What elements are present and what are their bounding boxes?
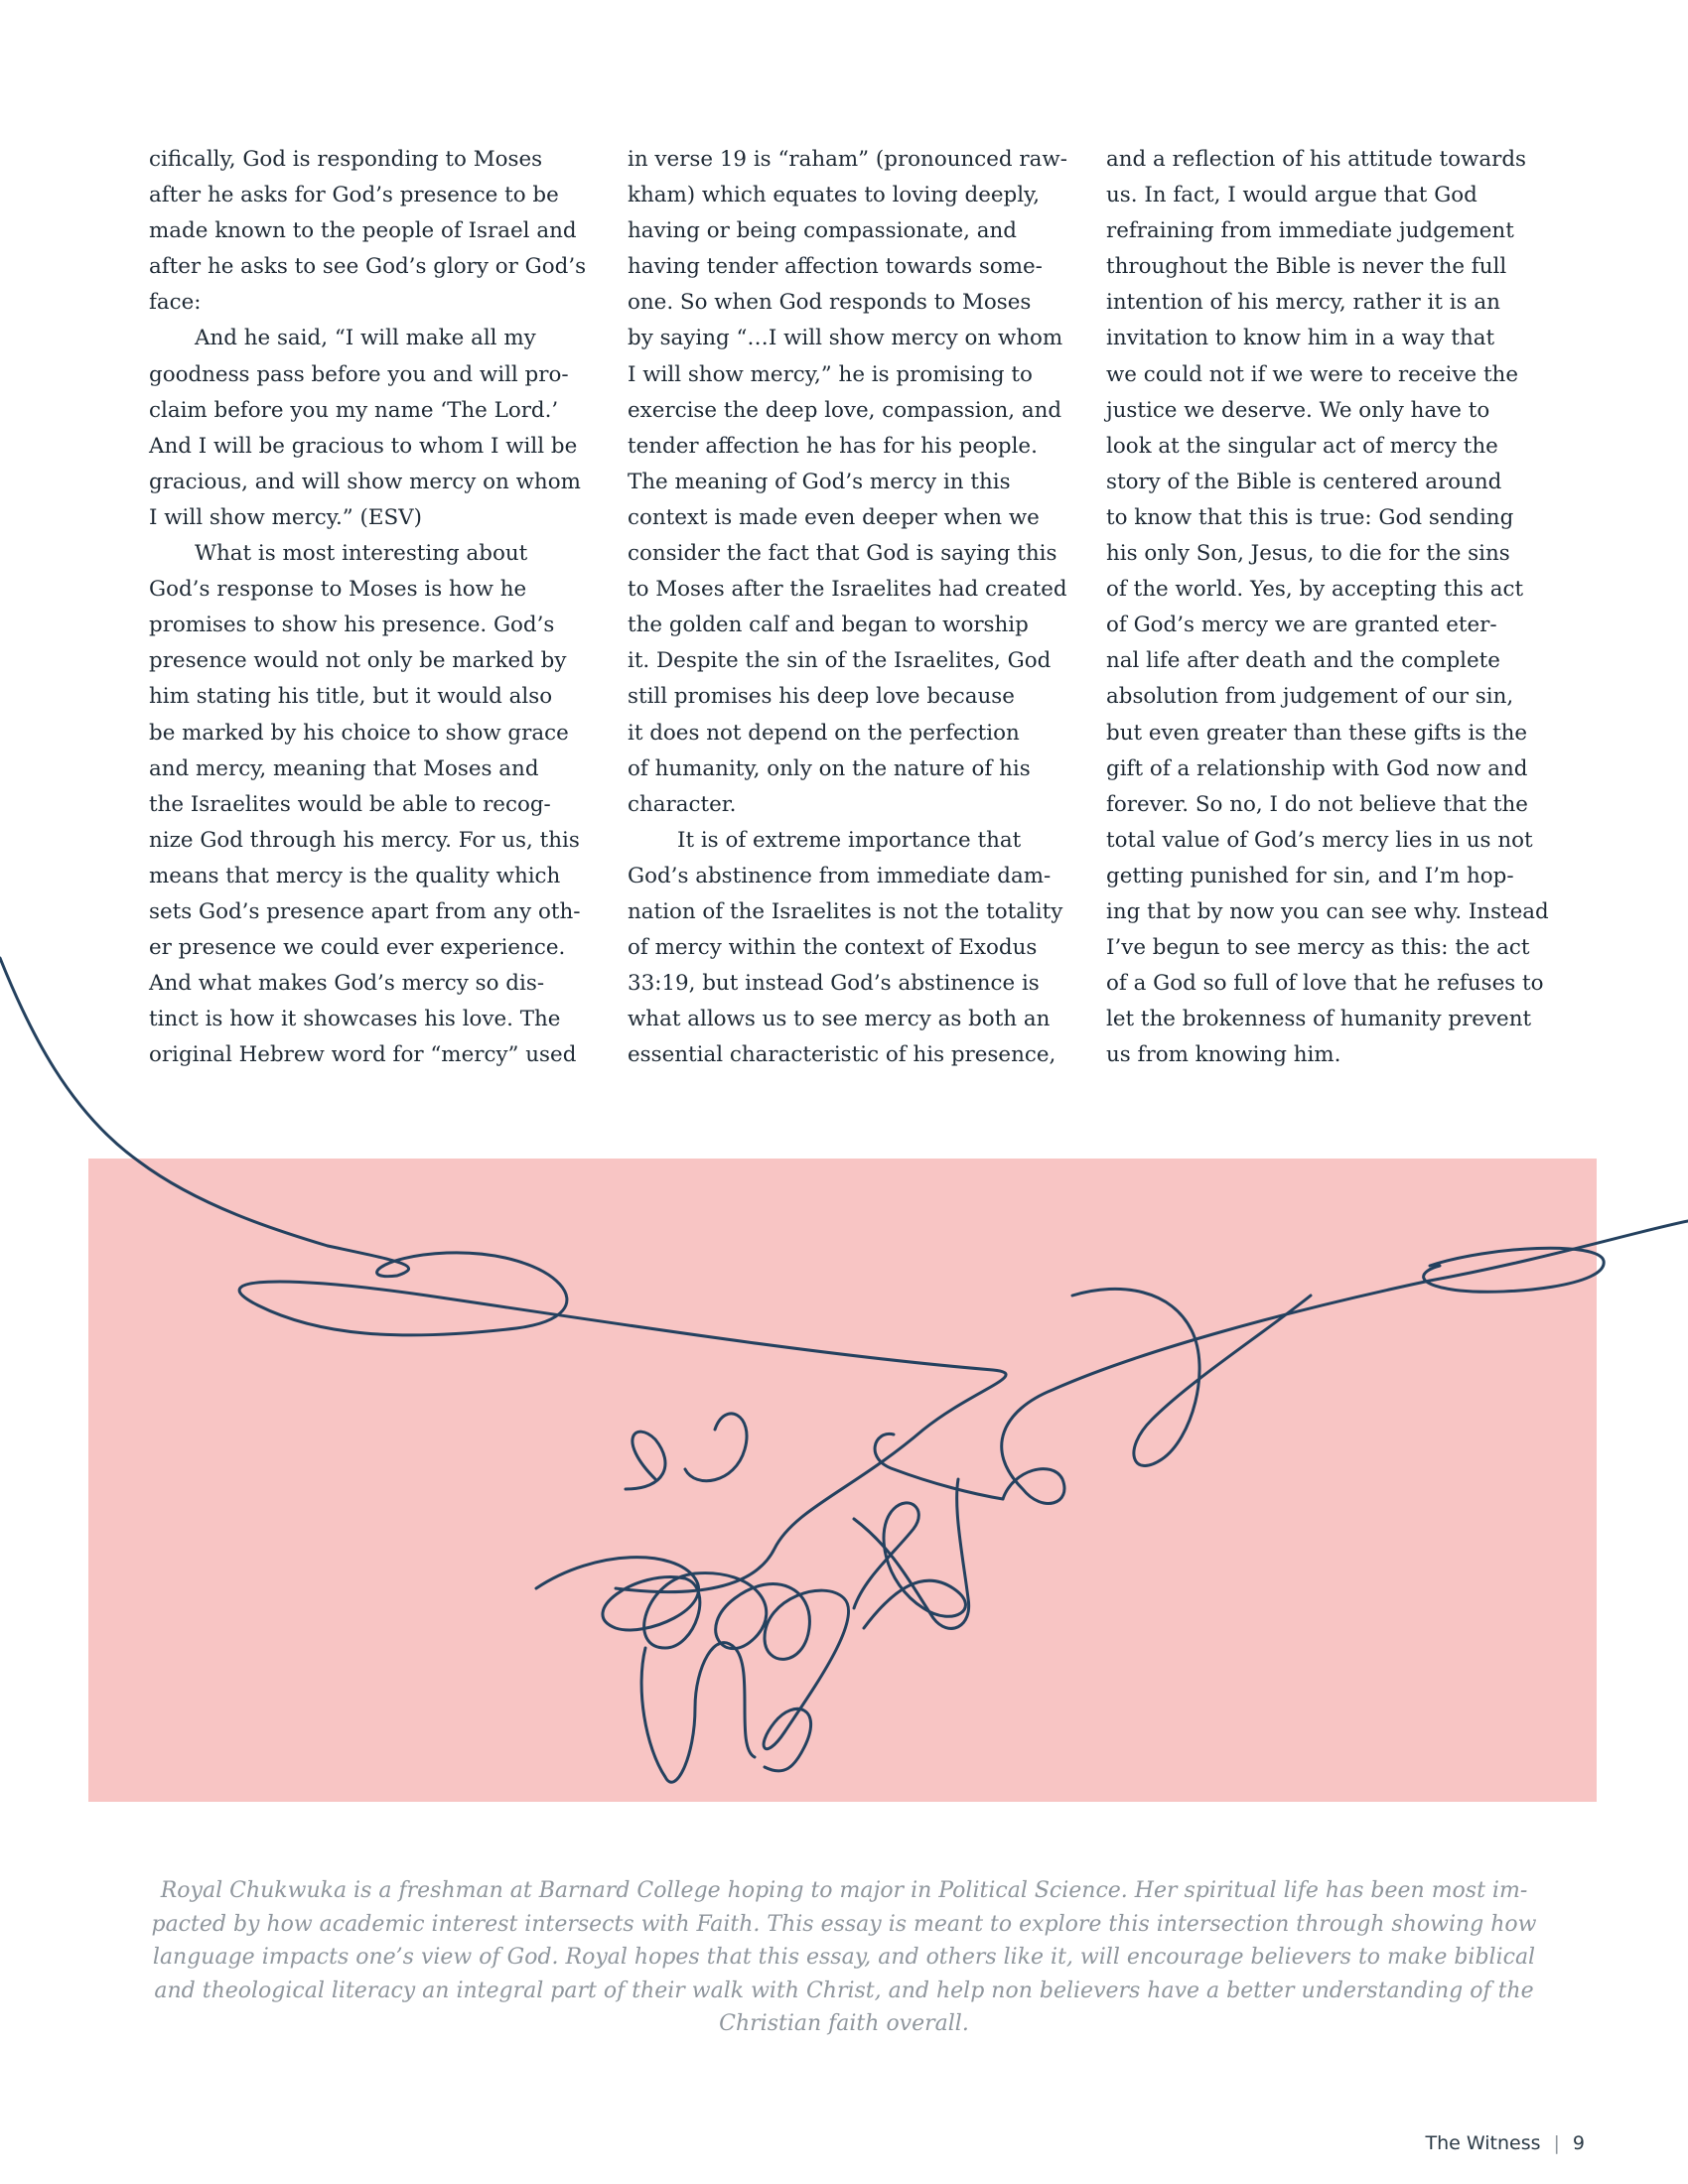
text-line: having or being compassionate, and — [628, 218, 1017, 244]
bio-line: Christian faith overall. — [719, 2011, 969, 2036]
text-line: to know that this is true: God sending — [1106, 504, 1514, 530]
text-line: I will show mercy.” (ESV) — [149, 504, 422, 530]
text-line: us from knowing him. — [1106, 1042, 1341, 1068]
text-line: The meaning of God’s mercy in this — [628, 469, 1011, 494]
text-line: gift of a relationship with God now and — [1106, 755, 1528, 781]
text-line: throughout the Bible is never the full — [1106, 254, 1507, 280]
text-line: kham) which equates to loving deeply, — [628, 183, 1041, 208]
text-line: God’s abstinence from immediate dam- — [628, 863, 1052, 888]
left-knuckle-loops — [626, 1414, 1003, 1499]
text-line: story of the Bible is centered around — [1106, 469, 1502, 494]
text-line: and mercy, meaning that Moses and — [149, 755, 539, 781]
right-thumb-loops — [854, 1503, 965, 1628]
text-line: nize God through his mercy. For us, this — [149, 827, 580, 853]
text-line: What is most interesting about — [195, 541, 528, 567]
left-arm-line — [0, 958, 328, 1246]
text-line: of the world. Yes, by accepting this act — [1106, 577, 1524, 603]
text-line: face: — [149, 290, 202, 316]
author-bio — [149, 1874, 1539, 2041]
text-line: intention of his mercy, rather it is an — [1106, 290, 1500, 316]
text-line: him stating his title, but it would also — [149, 684, 553, 710]
bio-line: language impacts one’s view of God. Royal hopes that this essay, and others like it, will encourage believers to make biblical — [152, 1945, 1536, 1970]
text-line: refraining from immediate judgement — [1106, 218, 1514, 244]
text-line: what allows us to see mercy as both an — [628, 1007, 1051, 1032]
text-line: justice we deserve. We only have to — [1106, 397, 1490, 423]
text-line: after he asks for God’s presence to be — [149, 183, 559, 208]
right-sleeve-loop — [1424, 1248, 1605, 1292]
text-line: invitation to know him in a way that — [1106, 326, 1495, 351]
text-line: of mercy within the context of Exodus — [628, 935, 1038, 961]
bio-line: Royal Chukwuka is a freshman at Barnard College hoping to major in Political Science. Her spiritual life has been most im- — [160, 1878, 1528, 1903]
text-line: presence would not only be marked by — [149, 648, 567, 674]
text-line: gracious, and will show mercy on whom — [149, 469, 581, 494]
text-line: absolution from judgement of our sin, — [1106, 684, 1514, 710]
text-line: to Moses after the Israelites had created — [628, 577, 1067, 603]
text-line: after he asks to see God’s glory or God’s — [149, 254, 587, 280]
right-palm-line — [854, 1479, 969, 1628]
text-line: nal life after death and the complete — [1106, 648, 1500, 674]
text-line: And what makes God’s mercy so dis- — [149, 971, 545, 997]
text-line: but even greater than these gifts is the — [1106, 720, 1528, 746]
text-line: original Hebrew word for “mercy” used — [149, 1042, 577, 1068]
text-line: tinct is how it showcases his love. The — [149, 1007, 561, 1032]
text-line: 33:19, but instead God’s abstinence is — [628, 971, 1040, 997]
text-line: promises to show his presence. God’s — [149, 613, 555, 638]
text-line: goodness pass before you and will pro- — [149, 361, 569, 387]
text-line: God’s response to Moses is how he — [149, 577, 527, 603]
publication-name: The Witness — [1425, 2132, 1541, 2154]
bio-line: and theological literacy an integral part of their walk with Christ, and help non believers have a better understanding of the — [154, 1978, 1534, 2003]
text-line: essential characteristic of his presence, — [628, 1042, 1056, 1068]
right-forearm-lower — [1072, 1289, 1311, 1465]
text-line: nation of the Israelites is not the totality — [628, 898, 1063, 924]
text-line: in verse 19 is “raham” (pronounced raw- — [628, 147, 1067, 172]
text-line: total value of God’s mercy lies in us not — [1106, 827, 1533, 853]
text-line: his only Son, Jesus, to die for the sins — [1106, 541, 1510, 567]
text-line: of God’s mercy we are granted eter- — [1106, 613, 1497, 638]
page-footer — [1425, 2132, 1585, 2154]
text-line: let the brokenness of humanity prevent — [1106, 1007, 1532, 1032]
text-line: And he said, “I will make all my — [195, 326, 536, 351]
text-line: having tender affection towards some- — [628, 254, 1043, 280]
text-line: us. In fact, I would argue that God — [1106, 183, 1477, 208]
text-line: I’ve begun to see mercy as this: the act — [1106, 935, 1530, 961]
text-line: context is made even deeper when we — [628, 504, 1040, 530]
left-hand-contour — [239, 1246, 1006, 1592]
bio-line: pacted by how academic interest intersects with Faith. This essay is meant to explore this intersection through showing how — [151, 1911, 1537, 1937]
text-line: the Israelites would be able to recog- — [149, 791, 551, 817]
text-line: ing that by now you can see why. Instead — [1106, 898, 1549, 924]
text-line: It is of extreme importance that — [677, 827, 1022, 853]
text-line: it does not depend on the perfection — [628, 720, 1020, 746]
text-line: and a reflection of his attitude towards — [1106, 147, 1526, 172]
text-line: of humanity, only on the nature of his — [628, 755, 1031, 781]
text-line: getting punished for sin, and I’m hop- — [1106, 863, 1514, 888]
text-line: look at the singular act of mercy the — [1106, 433, 1498, 459]
text-line: one. So when God responds to Moses — [628, 290, 1032, 316]
text-line: the golden calf and began to worship — [628, 613, 1029, 638]
text-line: means that mercy is the quality which — [149, 863, 561, 888]
text-line: consider the fact that God is saying this — [628, 541, 1057, 567]
text-line: forever. So no, I do not believe that the — [1106, 791, 1528, 817]
fingers-lower-loops — [641, 1643, 755, 1783]
text-line: er presence we could ever experience. — [149, 935, 566, 961]
text-line: cifically, God is responding to Moses — [149, 147, 543, 172]
text-line: claim before you my name ‘The Lord.’ — [149, 397, 559, 423]
text-line: of a God so full of love that he refuses to — [1106, 971, 1544, 997]
text-line: sets God’s presence apart from any oth- — [149, 898, 581, 924]
page-number: 9 — [1572, 2132, 1585, 2154]
text-line: still promises his deep love because — [628, 684, 1015, 710]
text-line: I will show mercy,” he is promising to — [628, 361, 1033, 387]
text-line: tender affection he has for his people. — [628, 433, 1038, 459]
footer-separator: | — [1553, 2132, 1560, 2154]
text-line: exercise the deep love, compassion, and — [628, 397, 1062, 423]
text-line: And I will be gracious to whom I will be — [149, 433, 578, 459]
text-line: made known to the people of Israel and — [149, 218, 577, 244]
text-line: be marked by his choice to show grace — [149, 720, 569, 746]
right-arm-line — [1002, 1221, 1688, 1503]
text-line: it. Despite the sin of the Israelites, God — [628, 648, 1052, 674]
text-line: we could not if we were to receive the — [1106, 361, 1518, 387]
text-line: character. — [628, 791, 737, 817]
text-line: by saying “…I will show mercy on whom — [628, 326, 1063, 351]
